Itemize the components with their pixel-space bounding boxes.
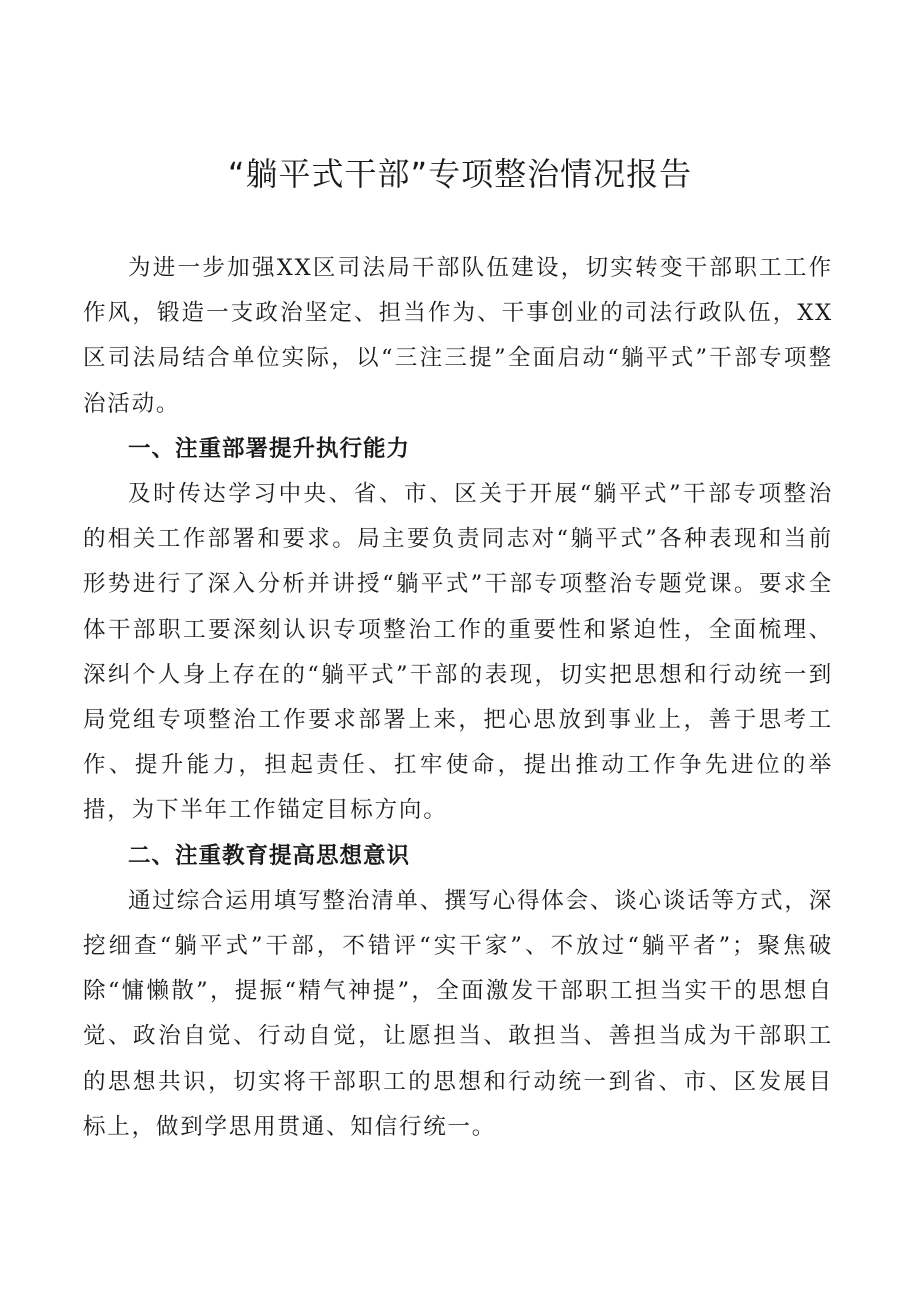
section-2-paragraph: 通过综合运用填写整治清单、撰写心得体会、谈心谈话等方式，深挖细查“躺平式”干部，不错评“实干家”、不放过“躺平者”；聚焦破除“慵懒散”，提振“精气神提”，全面激发干部职工担当实干的思想自觉、政治自觉、行动自觉，让愿担当、敢担当、善担当成为干部职工的思想共识，切实将干部职工的思想和行动统一到省、市、区发展目标上，做到学思用贯通、知信行统一。	[83, 887, 833, 1140]
section-2-heading: 二、注重教育提高思想意识	[128, 842, 411, 869]
section-1-paragraph: 及时传达学习中央、省、市、区关于开展“躺平式”干部专项整治的相关工作部署和要求。局主要负责同志对“躺平式”各种表现和当前形势进行了深入分析并讲授“躺平式”干部专项整治专题党课。要求全体干部职工要深刻认识专项整治工作的重要性和紧迫性，全面梳理、深纠个人身上存在的“躺平式”干部的表现，切实把思想和行动统一到局党组专项整治工作要求部署上来，把心思放到事业上，善于思考工作、提升能力，担起责任、扛牢使命，提出推动工作争先进位的举措，为下半年工作锚定目标方向。	[83, 481, 833, 824]
document-title: “躺平式干部”专项整治情况报告	[227, 155, 693, 193]
intro-paragraph: 为进一步加强XX区司法局干部队伍建设，切实转变干部职工工作作风，锻造一支政治坚定、担当作为、干事创业的司法行政队伍，XX区司法局结合单位实际，以“三注三提”全面启动“躺平式”干部专项整治活动。	[83, 255, 833, 417]
document-body	[83, 246, 833, 1150]
section-1-heading: 一、注重部署提升执行能力	[128, 435, 411, 462]
